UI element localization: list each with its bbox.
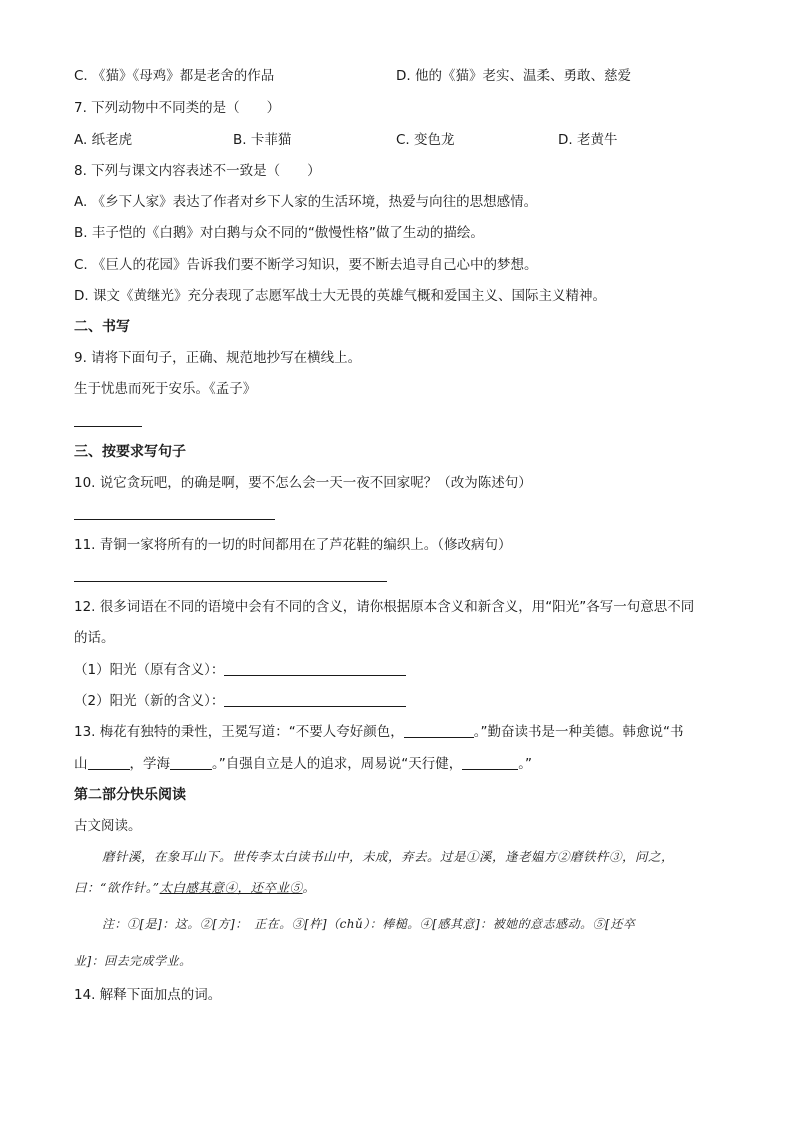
q13-text-2b: ，学海: [129, 756, 170, 772]
q13-line2: [74, 755, 532, 773]
q12-sub2-blank[interactable]: [224, 692, 406, 707]
q7-option-b: B. 卡菲猫: [233, 132, 292, 148]
q13-blank-1[interactable]: [404, 723, 474, 738]
part2-title: 第二部分快乐阅读: [74, 787, 186, 803]
q11-stem: 11. 青铜一家将所有的一切的时间都用在了芦花鞋的编织上。（修改病句）: [74, 537, 512, 553]
q13-line1: [74, 723, 684, 741]
passage-text-2c: 。: [302, 880, 316, 895]
q13-text-1a: 13. 梅花有独特的秉性，王冕写道：“不要人夸好颜色，: [74, 724, 404, 740]
q7-option-c: C. 变色龙: [396, 132, 455, 148]
q13-text-2a: 山: [74, 756, 88, 772]
q9-source-text: 生于忧患而死于安乐。《孟子》: [74, 381, 257, 397]
reading-intro: 古文阅读。: [74, 818, 142, 834]
q8-option-c: C. 《巨人的花园》告诉我们要不断学习知识，要不断去追寻自己心中的梦想。: [74, 257, 538, 273]
q9-answer-line[interactable]: [74, 426, 142, 427]
q12-sub1: [74, 661, 406, 679]
q13-text-2c: 。”自强自立是人的追求，周易说“天行健，: [212, 756, 463, 772]
q8-option-a: A. 《乡下人家》表达了作者对乡下人家的生活环境，热爱与向往的思想感情。: [74, 194, 538, 210]
q12-sub2-label: （2）阳光（新的含义）：: [74, 693, 225, 709]
q12-sub1-blank[interactable]: [224, 661, 406, 676]
q13-text-2d: 。”: [518, 756, 532, 772]
passage-line1: 磨针溪，在象耳山下。世传李太白读书山中，未成，弃去。过是①溪，逢老媪方②磨铁杵③，问之，: [102, 849, 675, 864]
q10-stem: 10. 说它贪玩吧，的确是啊，要不怎么会一天一夜不回家呢？（改为陈述句）: [74, 475, 532, 491]
notes-line2: 业]：回去完成学业。: [74, 954, 192, 968]
passage-text-2a: 曰：“欲作针。”: [74, 880, 160, 895]
q8-option-d: D. 课文《黄继光》充分表现了志愿军战士大无畏的英雄气概和爱国主义、国际主义精神。: [74, 288, 606, 304]
q10-answer-line[interactable]: [74, 519, 275, 520]
q6-option-c: C. 《猫》《母鸡》都是老舍的作品: [74, 68, 275, 84]
q13-blank-4[interactable]: [462, 755, 518, 770]
q8-option-b: B. 丰子恺的《白鹅》对白鹅与众不同的“傲慢性格”做了生动的描绘。: [74, 225, 484, 241]
section-writing-title: 二、书写: [74, 319, 130, 335]
passage-underlined-sentence: 太白感其意④，还卒业⑤: [159, 880, 303, 895]
notes-line1: 注：①[是]：这。②[方]： 正在。③[杵]（chǔ）：棒槌。④[感其意]：被她的意志感动。⑤[还卒: [102, 917, 636, 931]
q11-answer-line[interactable]: [74, 581, 387, 582]
q14-stem: 14. 解释下面加点的词。: [74, 987, 222, 1003]
q7-option-a: A. 纸老虎: [74, 132, 133, 148]
passage-line2: [74, 879, 316, 897]
q13-text-1b: 。”勤奋读书是一种美德。韩愈说“书: [473, 724, 684, 740]
q7-option-d: D. 老黄牛: [558, 132, 618, 148]
q12-stem-line1: 12. 很多词语在不同的语境中会有不同的含义，请你根据原本含义和新含义，用“阳光”各写一句意思不同: [74, 599, 695, 615]
q13-blank-3[interactable]: [170, 755, 212, 770]
q9-stem: 9. 请将下面句子，正确、规范地抄写在横线上。: [74, 350, 362, 366]
section-sentences-title: 三、按要求写句子: [74, 444, 186, 460]
q8-stem: 8. 下列与课文内容表述不一致是（ ）: [74, 163, 321, 179]
q7-stem: 7. 下列动物中不同类的是（ ）: [74, 100, 281, 116]
q13-blank-2[interactable]: [88, 755, 130, 770]
q12-sub2: [74, 692, 406, 710]
q6-option-d: D. 他的《猫》老实、温柔、勇敢、慈爱: [396, 68, 631, 84]
q12-sub1-label: （1）阳光（原有含义）：: [74, 662, 225, 678]
q12-stem-line2: 的话。: [74, 630, 115, 646]
